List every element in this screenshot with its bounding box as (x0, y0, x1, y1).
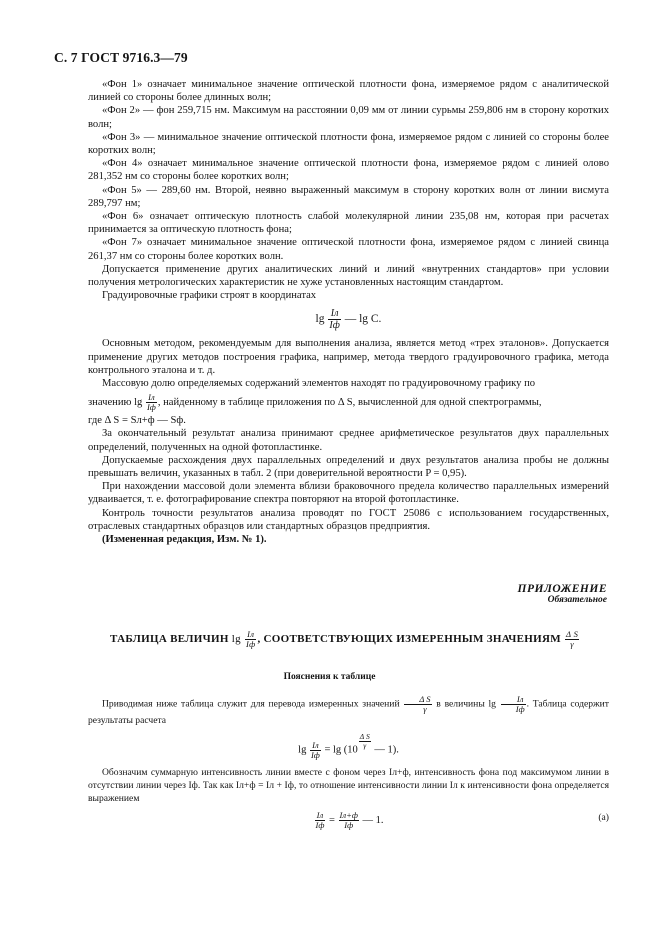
page-header: С. 7 ГОСТ 9716.3—79 (54, 50, 188, 65)
formula-a (88, 811, 609, 830)
paragraph-fon4: «Фон 4» означает минимальное значение оптической плотности фона, измеряемое рядом с линией олово 281,352 нм со стороны более коротких волн; (88, 158, 609, 183)
formula-a-lhs-denominator: Iф (315, 819, 325, 830)
fraction-denominator: Iф (329, 320, 340, 332)
value-fraction (146, 393, 157, 412)
formula-a-rhs-denominator: Iф (344, 819, 354, 830)
explanation-delta-denominator: γ (423, 704, 427, 714)
table-title-delta-fraction (565, 630, 579, 649)
table-title-fraction (245, 630, 256, 649)
paragraph-fon6: «Фон 6» означает оптическую плотность слабой молекулярной линии 235,08 нм, которая при расчетах принимается за оптическую плотность фона; (88, 211, 609, 236)
paragraph-value (88, 393, 609, 412)
paragraph-fon2: «Фон 2» — фон 259,715 нм. Максимум на расстоянии 0,09 мм от линии сурьмы 259,806 нм в сторону коротких волн; (88, 105, 609, 130)
equation-tag: (a) (598, 811, 609, 823)
formula-exponent-denominator: γ (363, 741, 367, 750)
formula-table-fraction (310, 741, 321, 760)
paragraph-calibration: Градуировочные графики строят в координатах (102, 290, 317, 302)
fraction-numerator: Iл (328, 308, 340, 320)
formula-exponent-numerator: Δ S (359, 732, 370, 741)
explanation-fraction-numerator: Iл (501, 695, 526, 705)
paragraph-fon3: «Фон 3» — минимальное значение оптической плотности фона, измеряемое рядом с линией со стороны более коротких волн; (88, 131, 609, 157)
explanation-lg: lg (488, 698, 496, 710)
formula-lg: lg (315, 313, 325, 326)
paragraph-fon1: «Фон 1» означает минимальное значение оптической плотности фона, измеряемое рядом с аналитической линией со стороны более длинных волн; (88, 79, 609, 104)
table-title-part2: , СООТВЕТСТВУЮЩИХ ИЗМЕРЕННЫМ ЗНАЧЕНИЯМ (257, 633, 561, 646)
paragraph-tolerances: Допускаемые расхождения двух параллельных определений и двух результатов анализа пробы не должны превышать величин, указанных в табл. 2 (при доверительной вероятности P = 0,95). (88, 454, 609, 480)
table-title-numerator: Iл (245, 630, 256, 640)
formula-table-end: — 1). (374, 744, 399, 756)
paragraph-near-limit: При нахождении массовой доли элемента вблизи браковочного предела количество параллельных измерений удваивается, т. е. фотографирование спектра повторяют на второй фотопластинке. (88, 481, 609, 506)
table-title-part1: ТАБЛИЦА ВЕЛИЧИН (110, 633, 229, 646)
formula-rest: — lg C. (344, 313, 382, 326)
formula-table-equals: = (324, 744, 331, 756)
explanation-fraction-denominator: Iф (515, 704, 525, 714)
formula-table-numerator: Iл (310, 741, 321, 751)
explanation-fraction (501, 695, 526, 714)
formula-table-lg: lg (298, 744, 307, 756)
paragraph-mass-fraction: Массовую долю определяемых содержаний элементов находят по градуировочному графику по (102, 378, 536, 390)
paragraph-accuracy-control: Контроль точности результатов анализа проводят по ГОСТ 25086 с использованием государственных, отраслевых стандартных образцов или стандартных образцов предприятия. (88, 507, 609, 532)
formula-a-rhs (339, 811, 359, 830)
formula-table-denominator: Iф (310, 749, 320, 760)
explanation-text-b: в величины (436, 698, 485, 710)
table-title-delta-denominator: γ (570, 639, 574, 649)
appendix-status: Обязательное (547, 595, 607, 605)
paragraph-delta-s: где Δ S = Sл+ф — Sф. (88, 415, 186, 427)
formula-table (88, 733, 609, 760)
explanations-text (88, 695, 609, 836)
formula-a-lhs-numerator: Iл (315, 811, 326, 821)
amendment-note: (Измененная редакция, Изм. № 1). (102, 534, 267, 546)
value-fraction-numerator: Iл (146, 393, 157, 403)
formula-a-lhs (315, 811, 326, 830)
paragraph-fon7: «Фон 7» означает минимальное значение оптической плотности фона, измеряемое рядом с линией свинца 261,37 нм со стороны более коротких волн. (88, 237, 609, 262)
explanation-text-a: Приводимая ниже таблица служит для перевода измеренных значений (102, 698, 400, 710)
table-title-denominator: Iф (245, 639, 256, 649)
appendix-title: ПРИЛОЖЕНИЕ (517, 583, 607, 595)
value-text-a: значению lg (88, 397, 143, 409)
formula-a-equals: = (329, 814, 335, 826)
appendix-heading (518, 583, 607, 605)
table-title-lg: lg (231, 633, 241, 646)
formula-coordinates (88, 308, 609, 331)
formula-a-end: — 1. (362, 814, 384, 826)
explanation-delta-numerator: Δ S (404, 695, 431, 705)
explanations-title: Пояснения к таблице (283, 672, 376, 682)
formula-fraction (328, 308, 340, 331)
paragraph-fon5: «Фон 5» — 289,60 нм. Второй, неявно выраженный максимум в сторону коротких волн от линии висмута 289,797 нм; (88, 184, 609, 209)
explanation-delta-fraction (404, 695, 431, 714)
paragraph-amendment (88, 533, 609, 546)
value-fraction-denominator: Iф (146, 402, 156, 413)
formula-table-body: lg (10 (333, 744, 358, 756)
paragraph-final-result: За окончательный результат анализа принимают среднее арифметическое результатов двух параллельных определений, полученных на одной фотопластинке. (88, 428, 609, 453)
formula-table-exponent (359, 733, 371, 750)
explanation-text-c: . Таблица содержит результаты расчета (88, 698, 609, 726)
formula-a-rhs-numerator: Iл+ф (339, 809, 358, 820)
table-title (110, 630, 610, 649)
paragraph-method: Основным методом, рекомендуемым для выполнения анализа, является метод «трех эталонов». Допускается применение других методов построения графика, например, метода твердого градуировочного графика, метода контрольного эталона и т. д. (88, 338, 609, 376)
explanation-paragraph-1 (88, 695, 609, 727)
main-text (88, 78, 609, 546)
table-title-delta-numerator: Δ S (566, 629, 579, 639)
explanation-paragraph-2: Обозначим суммарную интенсивность линии вместе с фоном через Iл+ф, интенсивность фона под максимумом линии в отсутствии линии через Iф. Так как Iл+ф = Iл + Iф, то отношение интенсивности линии Iл к интенсивности фона определяется выражением (88, 766, 609, 804)
paragraph-other-lines: Допускается применение других аналитических линий и линий «внутренних стандартов» при условии получения метрологических характеристик не хуже установленных настоящим стандартом. (88, 263, 609, 289)
value-text-b: , найденному в таблице приложения по Δ S, вычисленной для одной спектрограммы, (157, 397, 542, 409)
